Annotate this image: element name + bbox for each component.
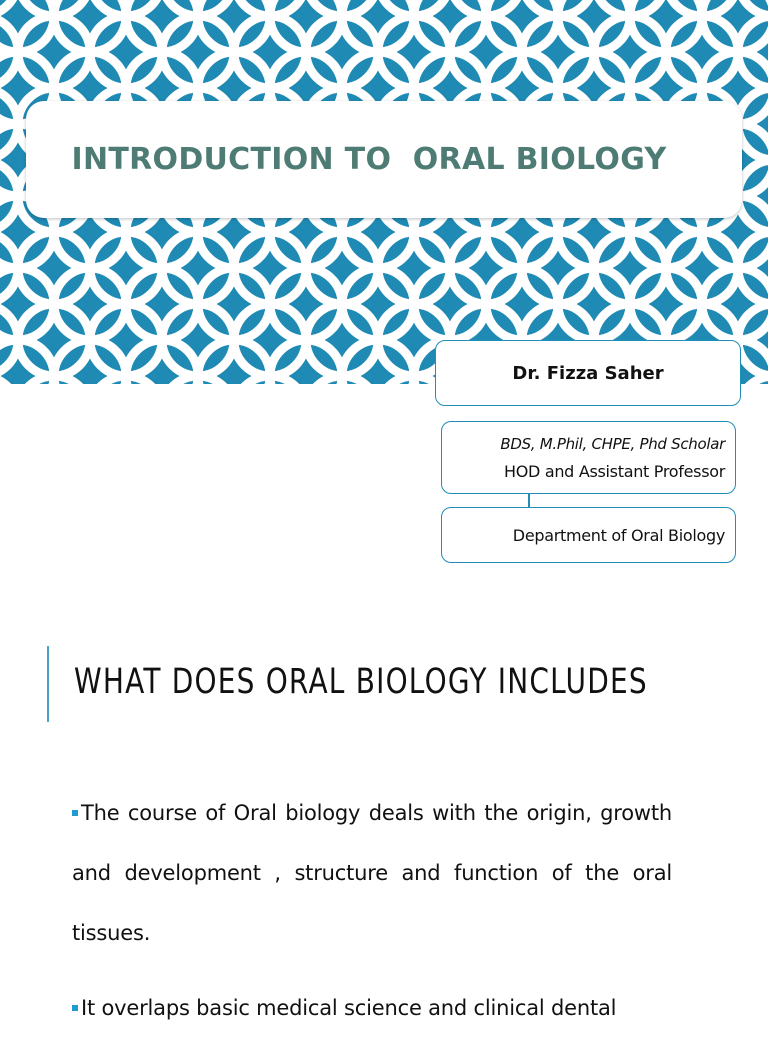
author-position: HOD and Assistant Professor <box>504 461 725 481</box>
bullet-list <box>72 783 672 1053</box>
bullet-item <box>72 978 672 1038</box>
author-name: Dr. Fizza Saher <box>512 362 664 384</box>
author-credentials: BDS, M.Phil, CHPE, Phd Scholar <box>500 434 725 453</box>
connector-line <box>528 494 530 508</box>
slide-title: INTRODUCTION TO ORAL BIOLOGY <box>71 142 667 177</box>
slide-heading: WHAT DOES ORAL BIOLOGY INCLUDES <box>74 662 648 702</box>
department-box <box>441 507 736 563</box>
bullet-item <box>72 783 672 963</box>
content-slide <box>0 590 768 1024</box>
title-accent-bar <box>47 646 49 722</box>
square-bullet-icon <box>72 810 78 816</box>
square-bullet-icon <box>72 1005 78 1011</box>
title-box <box>26 101 742 218</box>
bullet-text: The course of Oral biology deals with the origin, growth and development , structure and function of the oral tissues. <box>72 801 672 945</box>
credentials-box <box>441 421 736 494</box>
bullet-text: It overlaps basic medical science and clinical dental <box>81 996 617 1020</box>
department-name: Department of Oral Biology <box>512 525 725 545</box>
author-name-box <box>435 340 741 406</box>
